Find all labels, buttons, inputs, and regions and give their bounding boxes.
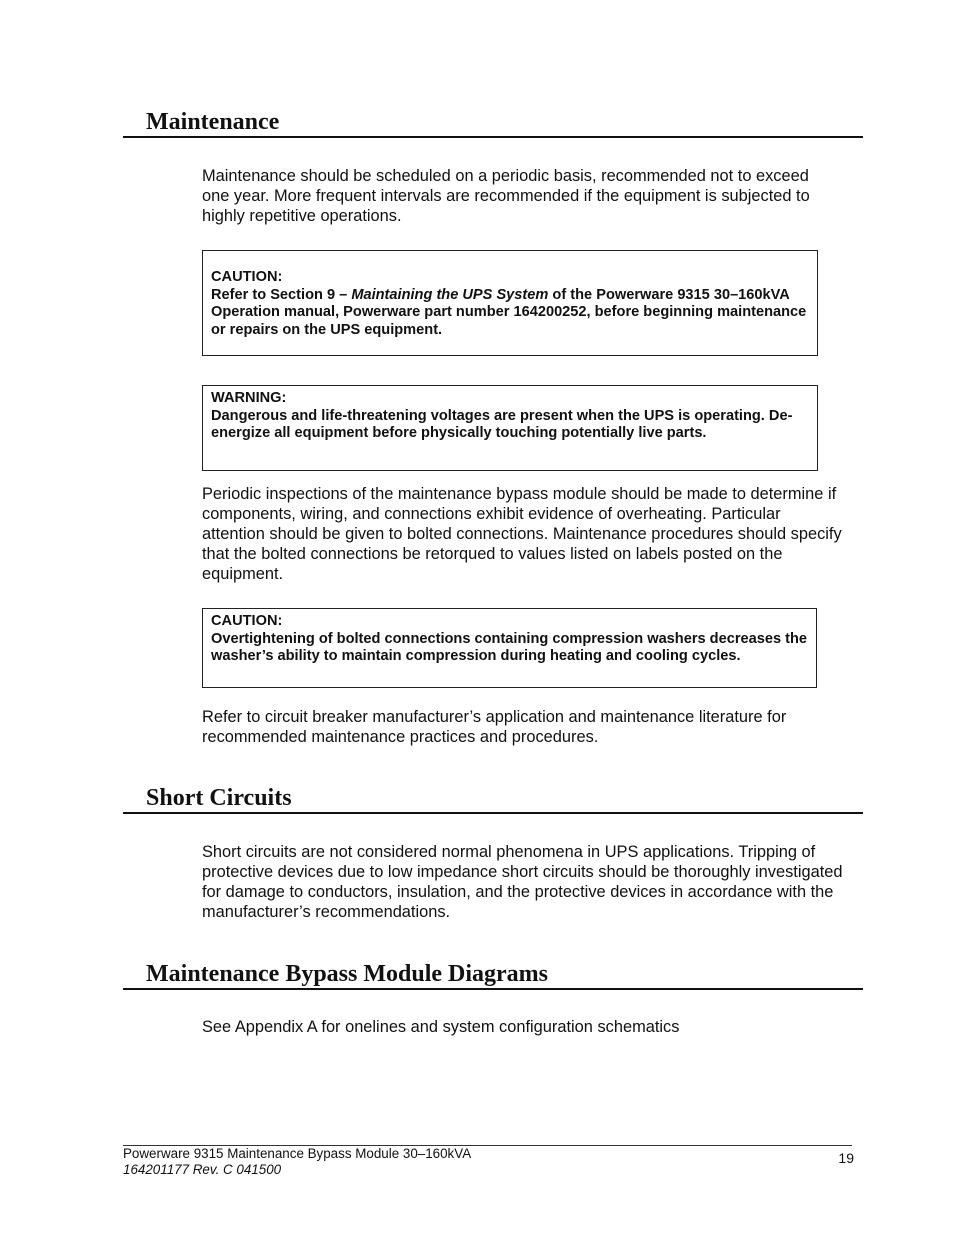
footer-document-number: 164201177 Rev. C 041500 xyxy=(123,1162,282,1177)
caution-label: CAUTION: xyxy=(211,269,283,285)
warning-label: WARNING: xyxy=(211,390,287,406)
caution-text-section-title: Maintaining the UPS System xyxy=(351,286,549,303)
caution-label: CAUTION: xyxy=(211,613,283,629)
caution-text xyxy=(211,287,809,340)
caution-box-washers xyxy=(202,608,817,688)
footer-title: Powerware 9315 Maintenance Bypass Module 30–160kVA xyxy=(123,1146,472,1161)
warning-box xyxy=(202,385,818,471)
caution-text-end: of the Powerware 9315 30–160kVA Operation manual, Powerware part number 164200252, before beginning maintenance or repairs on the UPS equipment. xyxy=(211,286,807,338)
caution-text: Overtightening of bolted connections containing compression washers decreases the washer’s ability to maintain compression during heating and cooling cycles. xyxy=(211,630,808,664)
caution-box-section9 xyxy=(202,250,818,356)
caution-text-start: Refer to Section 9 – xyxy=(211,286,352,303)
maintenance-intro-paragraph: Maintenance should be scheduled on a periodic basis, recommended not to exceed one year. More frequent intervals are recommended if the equipment is subjected to highly repetitive operations. xyxy=(202,167,810,225)
inspection-paragraph: Periodic inspections of the maintenance bypass module should be made to determine if components, wiring, and connections exhibit evidence of overheating. Particular attention should be given to bolted connections. Maintenance procedures should specify that the bolted connections be retorqued to values listed on labels posted on the equipment. xyxy=(202,485,842,583)
warning-text: Dangerous and life-threatening voltages are present when the UPS is operating. De-energize all equipment before physically touching potentially live parts. xyxy=(211,407,793,441)
short-circuits-heading: Short Circuits xyxy=(123,784,863,814)
page-number: 19 xyxy=(838,1150,854,1166)
diagrams-heading: Maintenance Bypass Module Diagrams xyxy=(123,960,863,990)
short-circuits-paragraph: Short circuits are not considered normal phenomena in UPS applications. Tripping of protective devices due to low impedance short circuits should be thoroughly investigated for damage to conductors, insulation, and the protective devices in accordance with the manufacturer’s recommendations. xyxy=(202,843,843,921)
maintenance-heading: Maintenance xyxy=(123,108,863,138)
diagrams-paragraph: See Appendix A for onelines and system configuration schematics xyxy=(202,1018,680,1036)
refer-paragraph: Refer to circuit breaker manufacturer’s application and maintenance literature for recommended maintenance practices and procedures. xyxy=(202,708,787,746)
